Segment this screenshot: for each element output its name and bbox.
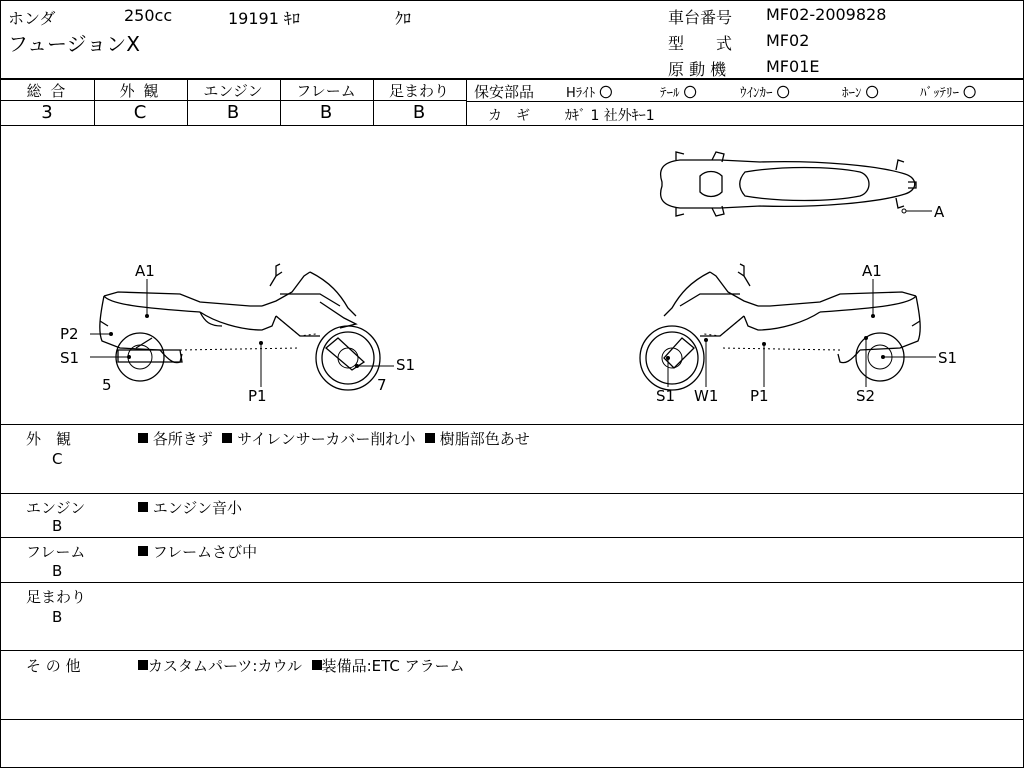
label-a1-left: A1 <box>135 262 155 280</box>
label-p1-left: P1 <box>248 387 267 405</box>
note-other-label: そ の 他 <box>26 657 81 675</box>
bullet-square-icon <box>425 433 435 443</box>
ok-mark: 〇 <box>963 86 977 101</box>
bullet-square-icon <box>138 546 148 556</box>
grade-engine-label: エンジン <box>203 82 263 100</box>
safety-item-horn: ﾎｰﾝ 〇 <box>842 86 879 101</box>
scooter-top-view <box>661 152 916 216</box>
model-name: フュージョンX <box>8 32 140 56</box>
label-a1-right: A1 <box>862 262 882 280</box>
color: ｸﾛ <box>395 9 412 28</box>
note-exterior-grade: C <box>52 450 63 468</box>
maker: ホンダ <box>8 9 56 28</box>
bullet-square-icon <box>138 502 148 512</box>
label-num5: 5 <box>102 376 112 394</box>
key-value: ｶｷﾞ 1 社外ｷｰ1 <box>565 108 655 124</box>
label-p1-right: P1 <box>750 387 769 405</box>
note-engine-grade: B <box>52 517 63 535</box>
grade-engine-value: B <box>226 102 240 123</box>
note-frame-grade: B <box>52 562 63 580</box>
grade-total-label: 総 合 <box>26 82 68 100</box>
scooter-right-view <box>640 264 920 390</box>
frame-no: MF02-2009828 <box>766 5 887 24</box>
label-s1-left-front: S1 <box>396 356 416 374</box>
grade-exterior-value: C <box>133 102 147 123</box>
label-s1-left-rear: S1 <box>60 349 80 367</box>
grade-frame-value: B <box>319 102 333 123</box>
label-p2-left: P2 <box>60 325 79 343</box>
note-frame-label: フレーム <box>26 543 86 561</box>
type-label: 型 式 <box>668 34 733 53</box>
safety-item-battery: ﾊﾞｯﾃﾘｰ 〇 <box>920 86 977 101</box>
note-other-items: カスタムパーツ:カウル 装備品:ETC アラーム <box>138 655 465 676</box>
label-s1-right-rear: S1 <box>938 349 958 367</box>
safety-item-winker: ｳｲﾝｶｰ 〇 <box>740 86 790 101</box>
note-engine-label: エンジン <box>26 499 86 517</box>
note-engine-items: エンジン音小 <box>138 497 242 518</box>
engine-label: 原 動 機 <box>668 60 727 79</box>
bullet-square-icon <box>138 660 148 670</box>
ok-mark: 〇 <box>683 86 697 101</box>
displacement: 250cc <box>124 6 173 25</box>
bullet-square-icon <box>222 433 232 443</box>
note-suspension-label: 足まわり <box>26 588 87 606</box>
mileage: 19191 ｷﾛ <box>228 9 300 28</box>
grade-suspension-label: 足まわり <box>388 82 449 100</box>
scooter-left-view <box>100 264 380 390</box>
ok-mark: 〇 <box>776 86 790 101</box>
note-suspension-grade: B <box>52 608 63 626</box>
ok-mark: 〇 <box>865 86 879 101</box>
bullet-square-icon <box>312 660 322 670</box>
note-frame-items: フレームさび中 <box>138 541 257 562</box>
safety-label: 保安部品 <box>474 83 535 101</box>
note-exterior-label: 外 観 <box>26 430 72 448</box>
label-a-top: A <box>934 203 945 221</box>
label-s2-right: S2 <box>856 387 876 405</box>
grade-total-value: 3 <box>41 102 53 123</box>
label-num7: 7 <box>377 376 387 394</box>
ok-mark: 〇 <box>599 86 613 101</box>
engine-value: MF01E <box>766 57 820 76</box>
grade-suspension-value: B <box>412 102 426 123</box>
grade-exterior-label: 外 観 <box>119 82 161 100</box>
note-exterior-items: 各所きず サイレンサーカバー削れ小 樹脂部色あせ <box>138 428 530 449</box>
bullet-square-icon <box>138 433 148 443</box>
key-label: カ ギ <box>488 108 530 124</box>
label-w1-right: W1 <box>694 387 719 405</box>
type-value: MF02 <box>766 31 810 50</box>
safety-item-taillight: ﾃｰﾙ 〇 <box>660 86 697 101</box>
safety-item-headlight: Hﾗｲﾄ 〇 <box>566 86 613 101</box>
grade-frame-label: フレーム <box>296 82 356 100</box>
damage-diagram <box>0 126 1024 424</box>
frame-no-label: 車台番号 <box>668 8 733 27</box>
label-s1-right-front: S1 <box>656 387 676 405</box>
